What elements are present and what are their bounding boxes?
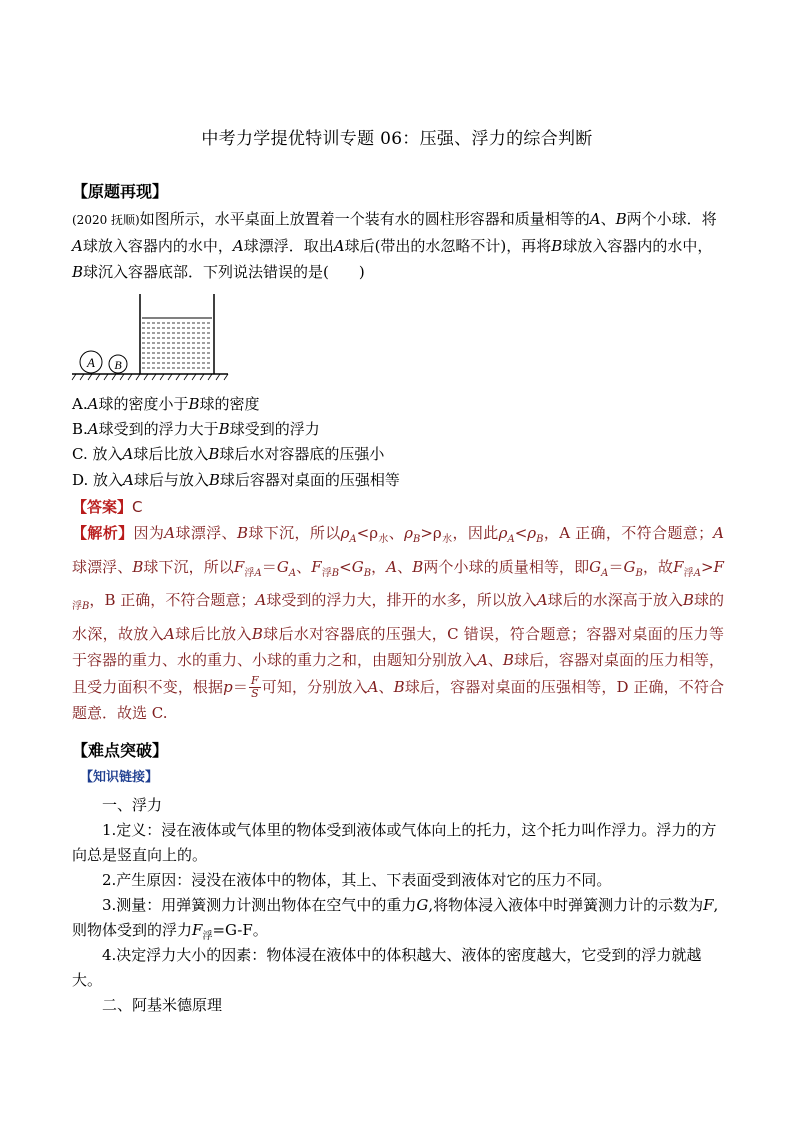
explanation-label: 【解析】 [72,524,134,542]
section-heading-difficulty: 【难点突破】 [72,741,169,760]
kb-definition: 1.定义：浸在液体或气体里的物体受到液体或气体向上的托力，这个托力叫作浮力。浮力的方向总是竖直向上的。 [72,821,717,864]
option-a: A.A球的密度小于B球的密度 [72,395,260,413]
section-heading-original-problem: 【原题再现】 [72,182,169,201]
option-d: D. 放入A球后与放入B球后容器对桌面的压强相等 [72,471,400,489]
ball-a-label: A [87,355,95,370]
cylindrical-container [140,294,214,374]
answer-line [72,496,143,517]
kb-heading-archimedes: 二、阿基米德原理 [102,996,223,1014]
explanation-text: 【解析】因为A球漂浮、B球下沉，所以$\rho_A<\rho_水$、$\rho_B>\rho_水$，因此$\rho_A<\rho_B$，A 正确，不符合题意；A球漂浮、B球下沉，所以$F_{浮A}=G_A$、$F_{浮B}<G_B$，A、B两个小球的质量相等，即$G_A=G_B$，故$F_{浮A}>F_{浮B}$，B 正确，不符合题意；A球受到的浮力大，排开的水多，所以放入A球后的水深高于放入B球的水深，故放入A球后比放入B球后水对容器底的压强大，C 错误，符合题意；容器对桌面的压力等于容器的重力、水的重力、小球的重力之和，由题知分别放入A、B球后，容器对桌面的压力相等，且受力面积不变，根据p＝ $\frac{F}{S}$ 可知，分别放入A、B球后，容器对桌面的压强相等，D 正确，不符合题意．故选 C. [72,524,724,722]
ball-b-label: B [114,358,122,372]
ball-b [109,355,127,373]
pressure-fraction: $\frac{F}{S}$ [251,674,259,700]
kb-measurement: 3.测量：用弹簧测力计测出物体在空气中的重力G,将物体浸入液体中时弹簧测力计的示数为F,则物体受到的浮力$F_浮=G-F$。 [72,896,719,942]
question-text: (2020 抚顺)如图所示，水平桌面上放置着一个装有水的圆柱形容器和质量相等的A、B两个小球．将A球放入容器内的水中，A球漂浮．取出A球后(带出的水忽略不计)，再将B球放入容器内的水中，B球沉入容器底部．下列说法错误的是( ) [72,210,717,281]
kb-factors: 4.决定浮力大小的因素：物体浸在液体中的体积越大、液体的密度越大，它受到的浮力就越大。 [72,946,702,989]
kb-cause: 2.产生原因：浸没在液体中的物体，其上、下表面受到液体对它的压力不同。 [102,871,612,889]
option-c: C. 放入A球后比放入B球后水对容器底的压强小 [72,445,385,463]
page-title: 中考力学提优特训专题 06：压强、浮力的综合判断 [201,129,593,149]
option-b: B.A球受到的浮力大于B球受到的浮力 [72,420,320,438]
answer-value: C [132,498,143,516]
question-source: (2020 抚顺) [72,213,140,227]
container-balls-figure [70,290,230,382]
kb-heading-buoyancy: 一、浮力 [102,796,163,814]
answer-label: 【答案】 [72,498,133,516]
knowledge-link-label: 【知识链接】 [80,770,159,785]
ball-a [80,351,102,373]
